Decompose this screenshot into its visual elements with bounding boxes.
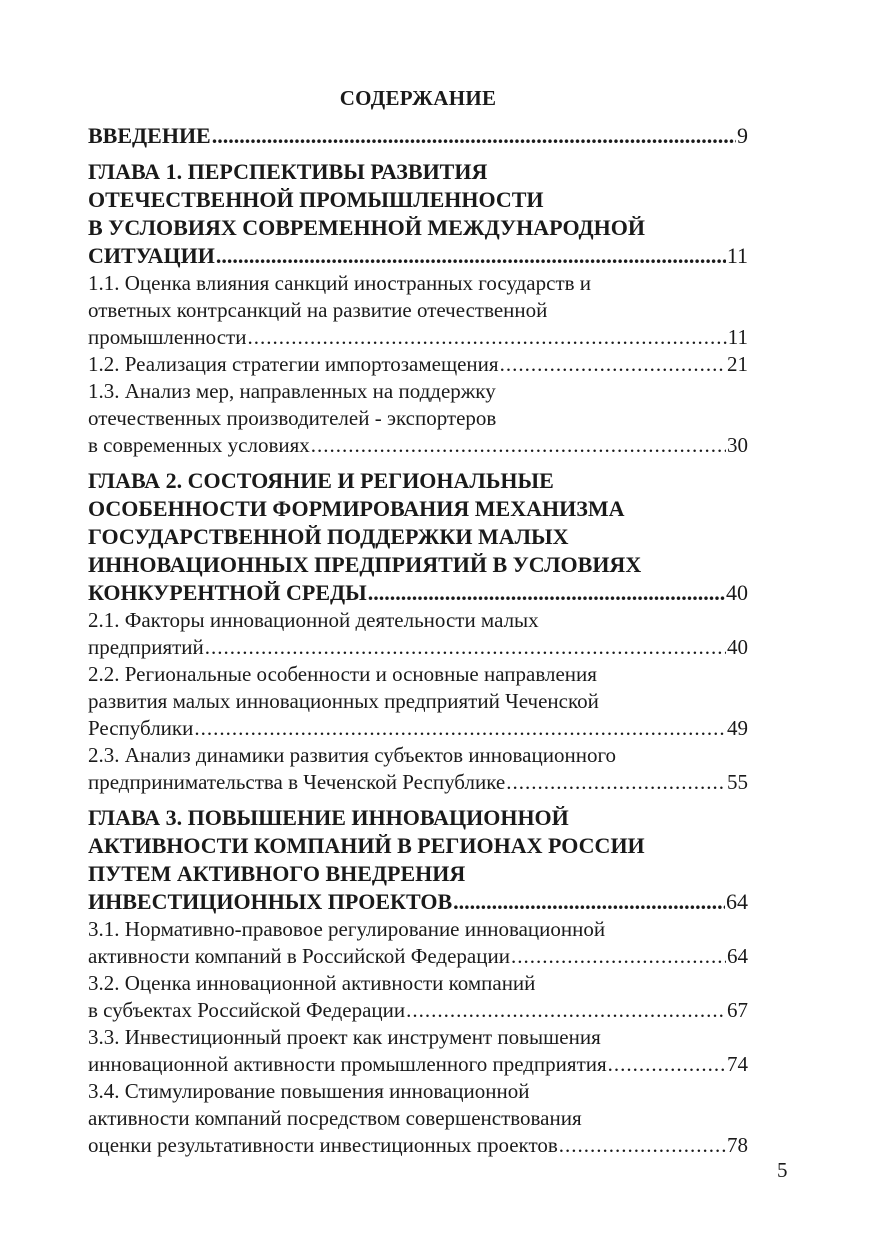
- dot-leader: [205, 634, 726, 661]
- toc-page-number: 21: [727, 352, 748, 376]
- toc-page-number: 67: [727, 998, 748, 1022]
- toc-entry-text: Республики: [88, 716, 194, 740]
- dot-leader: [506, 769, 726, 796]
- toc-entry-text: ВВЕДЕНИЕ: [88, 123, 211, 148]
- toc-entry-leader-line: [88, 769, 748, 796]
- toc-page-number: 40: [727, 635, 748, 659]
- toc-entry-leader-line: [88, 242, 748, 270]
- toc-page-number: 40: [726, 580, 748, 605]
- toc-entry-line: ГЛАВА 2. СОСТОЯНИЕ И РЕГИОНАЛЬНЫЕ: [88, 468, 554, 493]
- toc-entry-line: 2.2. Региональные особенности и основные направления: [88, 662, 597, 686]
- toc-entry-text: инновационной активности промышленного предприятия: [88, 1052, 607, 1076]
- toc-entry-line: ГЛАВА 3. ПОВЫШЕНИЕ ИННОВАЦИОННОЙ: [88, 805, 569, 830]
- toc-entry-leader-line: [88, 997, 748, 1024]
- dot-leader: [194, 715, 726, 742]
- toc-entry-leader-line: [88, 351, 748, 378]
- toc-page-number: 74: [727, 1052, 748, 1076]
- toc-page-number: 11: [727, 325, 748, 349]
- toc-entry-line: активности компаний посредством совершенствования: [88, 1106, 582, 1130]
- toc-section: [88, 916, 748, 970]
- toc-entry-text: активности компаний в Российской Федерации: [88, 944, 510, 968]
- toc-entry-text: в современных условиях: [88, 433, 310, 457]
- toc-entry-line: 3.1. Нормативно-правовое регулирование инновационной: [88, 917, 606, 941]
- toc-entry-text: КОНКУРЕНТНОЙ СРЕДЫ: [88, 580, 367, 605]
- toc-section: [88, 607, 748, 661]
- toc-entry-line: 3.3. Инвестиционный проект как инструмент повышения: [88, 1025, 601, 1049]
- toc-entry-line: ответных контрсанкций на развитие отечественной: [88, 298, 548, 322]
- table-of-contents: [88, 86, 748, 1159]
- dot-leader: [311, 432, 726, 459]
- toc-section: [88, 970, 748, 1024]
- toc-page-number: 11: [726, 243, 748, 268]
- toc-entry-line: ОСОБЕННОСТИ ФОРМИРОВАНИЯ МЕХАНИЗМА: [88, 496, 625, 521]
- toc-chapter: [88, 122, 748, 150]
- toc-section: [88, 270, 748, 351]
- toc-entry-leader-line: [88, 634, 748, 661]
- toc-chapter: [88, 158, 748, 270]
- dot-leader: [500, 351, 726, 378]
- toc-entries: [88, 122, 748, 1159]
- toc-section: [88, 742, 748, 796]
- dot-leader: [608, 1051, 726, 1078]
- dot-leader: [216, 242, 726, 270]
- dot-leader: [511, 943, 726, 970]
- toc-entry-leader-line: [88, 1051, 748, 1078]
- toc-entry-line: 1.1. Оценка влияния санкций иностранных государств и: [88, 271, 592, 295]
- toc-entry-line: 3.2. Оценка инновационной активности компаний: [88, 971, 536, 995]
- toc-entry-leader-line: [88, 324, 748, 351]
- toc-entry-line: 1.3. Анализ мер, направленных на поддержку: [88, 379, 496, 403]
- toc-entry-leader-line: [88, 1132, 748, 1159]
- toc-page-number: 64: [726, 889, 748, 914]
- page-title: СОДЕРЖАНИЕ: [339, 86, 497, 110]
- toc-entry-leader-line: [88, 715, 748, 742]
- dot-leader: [247, 324, 726, 351]
- toc-entry-line: АКТИВНОСТИ КОМПАНИЙ В РЕГИОНАХ РОССИИ: [88, 833, 645, 858]
- toc-entry-line: 2.1. Факторы инновационной деятельности малых: [88, 608, 539, 632]
- toc-chapter: [88, 467, 748, 607]
- toc-entry-leader-line: [88, 943, 748, 970]
- dot-leader: [212, 122, 736, 150]
- dot-leader: [453, 888, 725, 916]
- toc-entry-line: развития малых инновационных предприятий Чеченской: [88, 689, 599, 713]
- toc-entry-line: 2.3. Анализ динамики развития субъектов инновационного: [88, 743, 617, 767]
- dot-leader: [368, 579, 725, 607]
- toc-section: [88, 378, 748, 459]
- toc-entry-text: СИТУАЦИИ: [88, 243, 215, 268]
- toc-entry-text: промышленности: [88, 325, 247, 349]
- dot-leader: [559, 1132, 726, 1159]
- toc-entry-text: предприятий: [88, 635, 204, 659]
- toc-entry-text: 1.2. Реализация стратегии импортозамещения: [88, 352, 499, 376]
- toc-section: [88, 661, 748, 742]
- toc-section: [88, 1024, 748, 1078]
- toc-section: [88, 1078, 748, 1159]
- toc-page-number: 64: [727, 944, 748, 968]
- toc-entry-leader-line: [88, 888, 748, 916]
- toc-entry-line: В УСЛОВИЯХ СОВРЕМЕННОЙ МЕЖДУНАРОДНОЙ: [88, 215, 645, 240]
- toc-entry-text: ИНВЕСТИЦИОННЫХ ПРОЕКТОВ: [88, 889, 453, 914]
- toc-page-number: 49: [727, 716, 748, 740]
- toc-page-number: 55: [727, 770, 748, 794]
- toc-entry-leader-line: [88, 432, 748, 459]
- toc-entry-leader-line: [88, 122, 748, 150]
- toc-entry-line: ИННОВАЦИОННЫХ ПРЕДПРИЯТИЙ В УСЛОВИЯХ: [88, 552, 642, 577]
- toc-page-number: 9: [737, 123, 748, 148]
- toc-entry-line: 3.4. Стимулирование повышения инновационной: [88, 1079, 530, 1103]
- dot-leader: [406, 997, 726, 1024]
- toc-entry-line: ОТЕЧЕСТВЕННОЙ ПРОМЫШЛЕННОСТИ: [88, 187, 544, 212]
- page-number: 5: [777, 1158, 788, 1182]
- toc-entry-text: в субъектах Российской Федерации: [88, 998, 406, 1022]
- toc-page-number: 78: [727, 1133, 748, 1157]
- toc-entry-line: ГОСУДАРСТВЕННОЙ ПОДДЕРЖКИ МАЛЫХ: [88, 524, 569, 549]
- toc-entry-leader-line: [88, 579, 748, 607]
- toc-entry-line: ПУТЕМ АКТИВНОГО ВНЕДРЕНИЯ: [88, 861, 466, 886]
- toc-section: [88, 351, 748, 378]
- toc-chapter: [88, 804, 748, 916]
- toc-page-number: 30: [727, 433, 748, 457]
- toc-entry-text: предпринимательства в Чеченской Республике: [88, 770, 506, 794]
- toc-entry-line: ГЛАВА 1. ПЕРСПЕКТИВЫ РАЗВИТИЯ: [88, 159, 488, 184]
- toc-entry-line: отечественных производителей - экспортеров: [88, 406, 497, 430]
- toc-entry-text: оценки результативности инвестиционных проектов: [88, 1133, 558, 1157]
